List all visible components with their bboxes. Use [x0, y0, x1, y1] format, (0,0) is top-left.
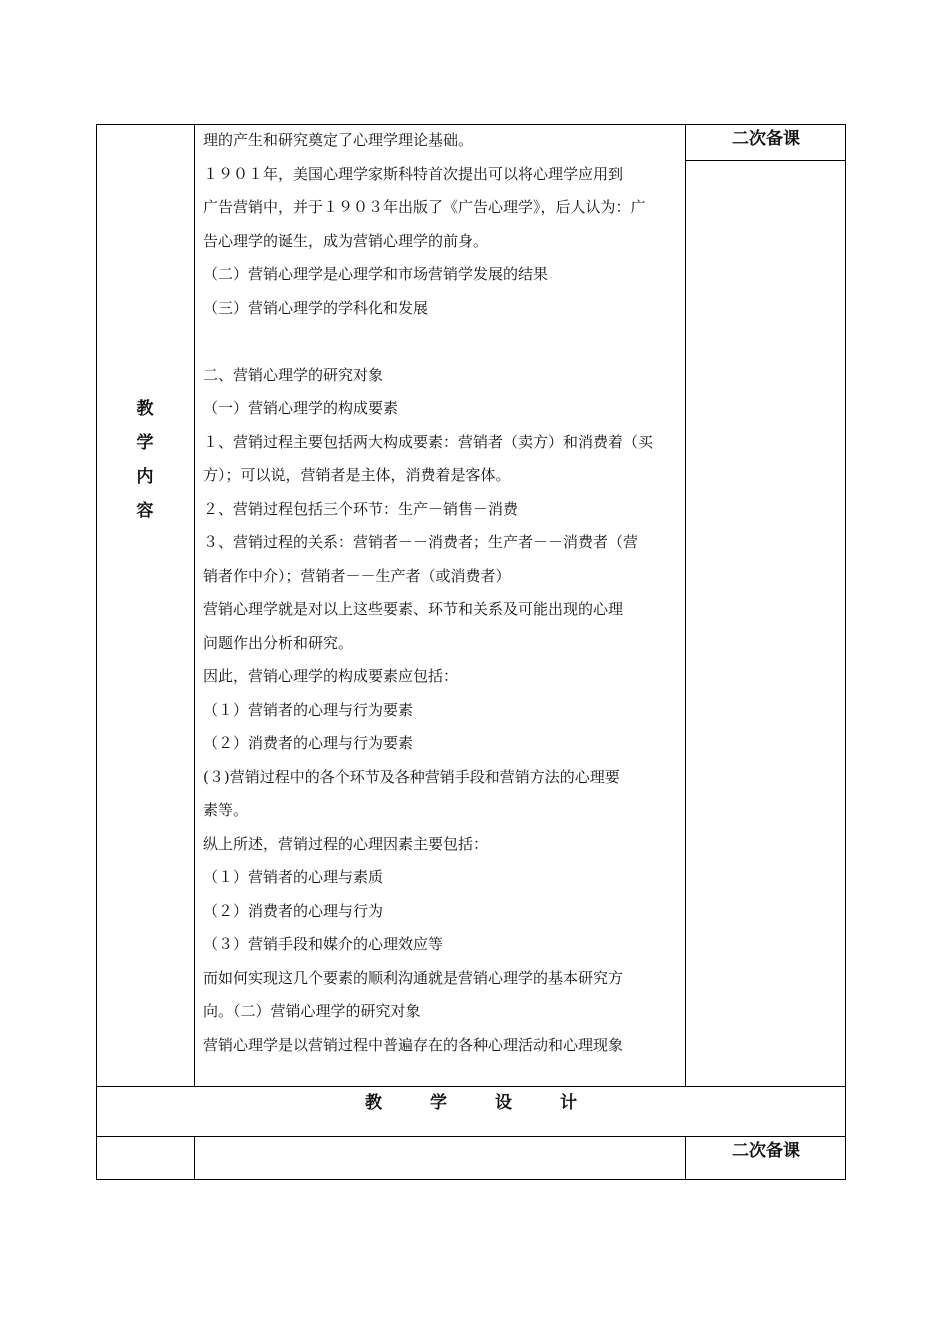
content-line: ３、营销过程的关系：营销者－－消费者；生产者－－消费者（营 [203, 533, 639, 551]
content-line: 方）；可以说，营销者是主体，消费着是客体。 [203, 466, 511, 484]
content-line: １、营销过程主要包括两大构成要素：营销者（卖方）和消费着（买 [203, 432, 654, 451]
secondary-prep-header-bottom: 二次备课 [732, 1141, 800, 1161]
secondary-prep-header: 二次备课 [732, 129, 800, 149]
prep-header-rule [685, 160, 846, 161]
teaching-content-body [203, 124, 681, 1062]
content-blank-line [203, 325, 681, 359]
bottom-row-divider-left [194, 1136, 195, 1180]
content-line: （二）营销心理学是心理学和市场营销学发展的结果 [203, 265, 549, 283]
table-divider-right [685, 124, 686, 1086]
content-line: 向。（二）营销心理学的研究对象 [203, 1002, 421, 1020]
section-label-char: 教 [136, 399, 154, 419]
content-line: 理的产生和研究奠定了心理学理论基础。 [203, 131, 474, 149]
content-line: ２、营销过程包括三个环节：生产－销售－消费 [203, 499, 519, 518]
table-divider-left [194, 124, 195, 1086]
content-line: １９０１年，美国心理学家斯科特首次提出可以将心理学应用到 [203, 164, 624, 183]
content-line: (３)营销过程中的各个环节及各种营销手段和营销方法的心理要 [203, 767, 620, 786]
section-label-teaching-content [96, 392, 194, 532]
section-label-char: 内 [136, 467, 154, 487]
content-line: （２）消费者的心理与行为要素 [203, 734, 414, 752]
design-row-bottom-rule [96, 1136, 846, 1137]
teaching-design-title: 教学设计 [365, 1093, 625, 1113]
content-line: 问题作出分析和研究。 [203, 633, 354, 652]
content-line: （１）营销者的心理与行为要素 [203, 700, 414, 719]
content-line: 营销心理学就是对以上这些要素、环节和关系及可能出现的心理 [203, 600, 624, 618]
content-line: （一）营销心理学的构成要素 [203, 399, 399, 417]
content-line: 营销心理学是以营销过程中普遍存在的各种心理活动和心理现象 [203, 1035, 624, 1054]
content-line: （３）营销手段和媒介的心理效应等 [203, 935, 444, 953]
section-label-char: 容 [136, 501, 154, 521]
content-line: （三）营销心理学的学科化和发展 [203, 298, 429, 317]
content-line: 而如何实现这几个要素的顺利沟通就是营销心理学的基本研究方 [203, 968, 624, 987]
content-line: 因此，营销心理学的构成要素应包括： [203, 667, 459, 685]
section-label-char: 学 [136, 433, 154, 453]
content-line: 告心理学的诞生，成为营销心理学的前身。 [203, 231, 489, 250]
content-line: 素等。 [203, 801, 249, 819]
content-line: 销者作中介）；营销者－－生产者（或消费者） [203, 566, 511, 585]
content-line: （２）消费者的心理与行为 [203, 901, 384, 920]
content-line: 广告营销中，并于１９０３年出版了《广告心理学》，后人认为：广 [203, 198, 646, 216]
content-line: 纵上所述，营销过程的心理因素主要包括： [203, 834, 489, 853]
content-line: 二、营销心理学的研究对象 [203, 365, 384, 384]
content-line: （１）营销者的心理与素质 [203, 868, 384, 886]
